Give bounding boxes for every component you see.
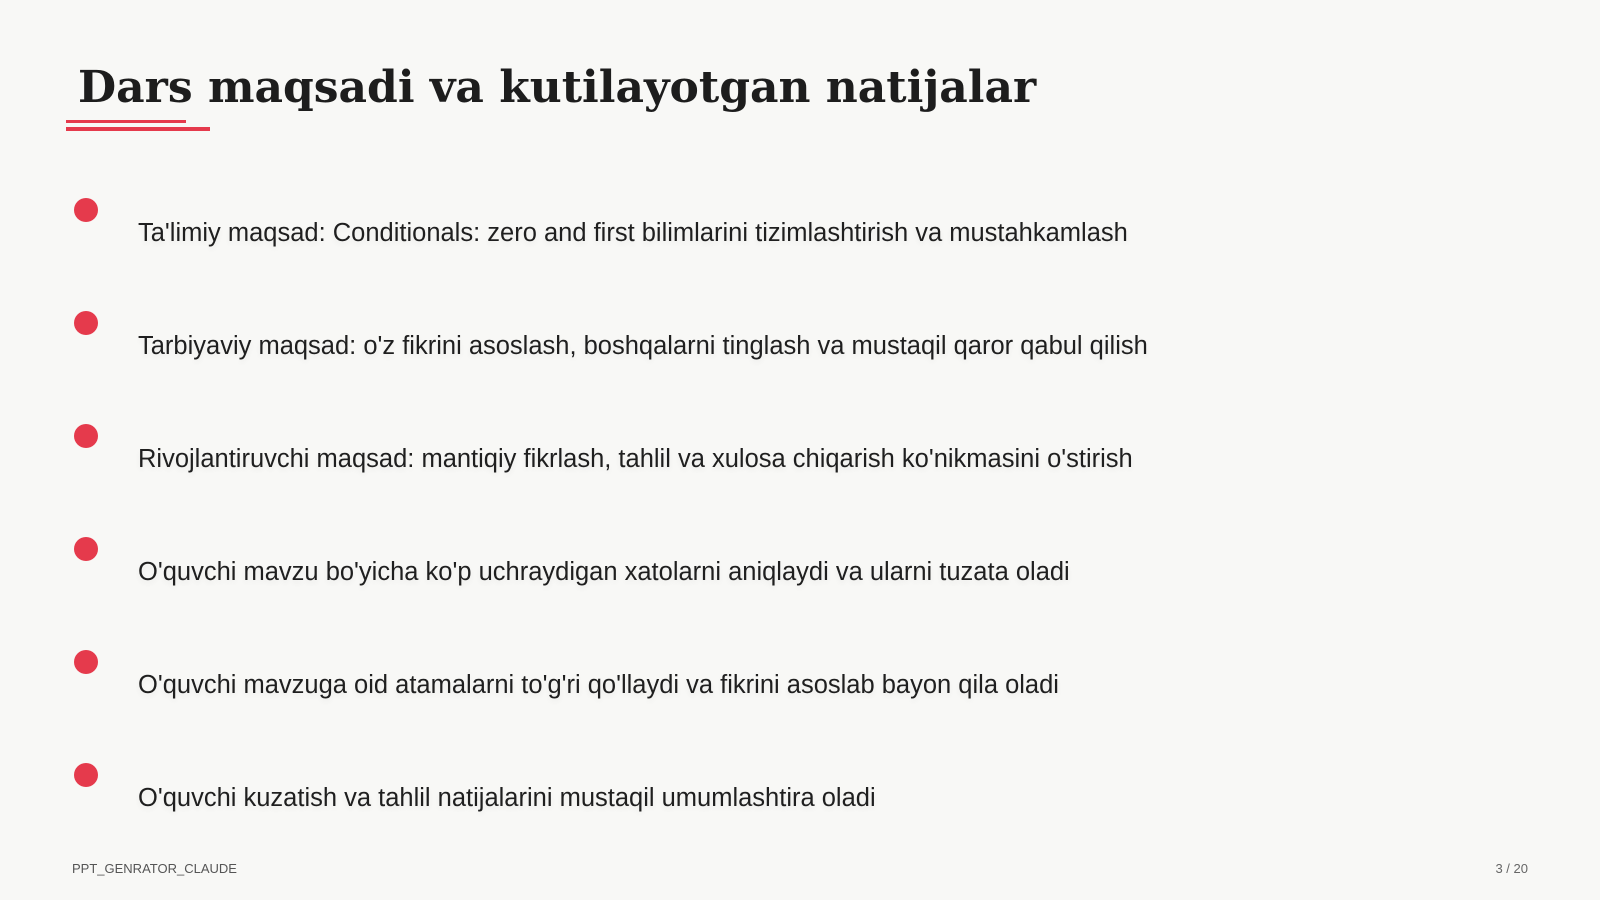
red-dot-icon (74, 537, 98, 561)
list-item (0, 424, 1600, 484)
red-dot-icon (74, 311, 98, 335)
red-dot-icon (74, 763, 98, 787)
page-title: Dars maqsadi va kutilayotgan natijalar (78, 62, 1037, 113)
list-item (0, 311, 1600, 371)
list-item (0, 537, 1600, 597)
red-dot-icon (74, 650, 98, 674)
list-item-text: Tarbiyaviy maqsad: o'z fikrini asoslash, boshqalarni tinglash va mustaqil qaror qabul qilish (138, 332, 1148, 360)
page-number: 3 / 20 (1495, 861, 1528, 876)
list-item-text: O'quvchi kuzatish va tahlil natijalarini mustaqil umumlashtira oladi (138, 784, 876, 812)
footer-brand: PPT_GENRATOR_CLAUDE (72, 861, 237, 876)
list-item-text: Rivojlantiruvchi maqsad: mantiqiy fikrlash, tahlil va xulosa chiqarish ko'nikmasini o'stirish (138, 445, 1133, 473)
list-item-text: Ta'limiy maqsad: Conditionals: zero and first bilimlarini tizimlashtirish va mustahkamlash (138, 219, 1128, 247)
list-item (0, 650, 1600, 710)
red-dot-icon (74, 424, 98, 448)
red-dot-icon (74, 198, 98, 222)
list-item-text: O'quvchi mavzuga oid atamalarni to'g'ri qo'llaydi va fikrini asoslab bayon qila oladi (138, 671, 1059, 699)
list-item-text: O'quvchi mavzu bo'yicha ko'p uchraydigan xatolarni aniqlaydi va ularni tuzata oladi (138, 558, 1070, 586)
list-item (0, 198, 1600, 258)
list-item (0, 763, 1600, 823)
